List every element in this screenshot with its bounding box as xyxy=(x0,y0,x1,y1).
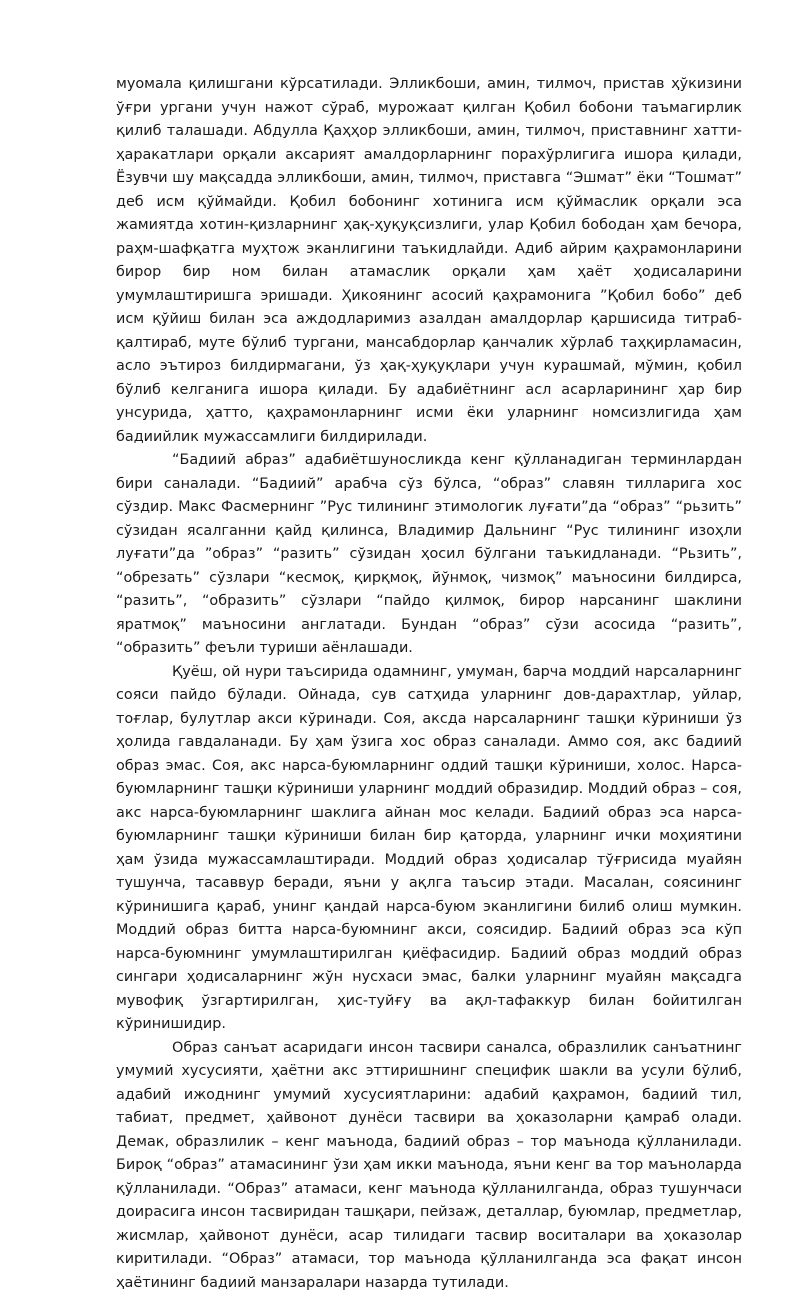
paragraph-1: муомала қилишгани кўрсатилади. Элликбоши, амин, тилмоч, пристав ҳўкизини ўғри ургани учун нажот сўраб, мурожаат қилган Қобил бобони таъмагирлик қилиб талашади. Абдулла Қаҳҳор элликбоши, амин, тилмоч, приставнинг хатти-ҳаракатлари орқали аксарият амалдорларнинг порахўрлигига ишора қилади, Ёзувчи шу мақсадда элликбоши, амин, тилмоч, приставга “Эшмат” ёки “Тошмат” деб исм қўймайди. Қобил бобонинг хотинига исм қўймаслик орқали эса жамиятда хотин-қизларнинг ҳақ-ҳуқуқсизлиги, улар Қобил бободан ҳам бечора, раҳм-шафқатга муҳтож эканлигини таъкидлайди. Адиб айрим қаҳрамонларини бирор бир ном билан атамаслик орқали ҳам ҳаёт ҳодисаларини умумлаштиришга эришади. Ҳикоянинг асосий қаҳрамонига ”Қобил бобо” деб исм қўйиш билан эса аждодларимиз азалдан амалдорлар қаршисида титраб-қалтираб, муте бўлиб тургани, мансабдорлар қанчалик хўрлаб таҳқирламасин, асло эътироз билдирмагани, ўз ҳақ-ҳуқуқлари учун курашмай, мўмин, қобил бўлиб келганига ишора қилади. Бу адабиётнинг асл асарларининг ҳар бир унсурида, ҳатто, қаҳрамонларнинг исми ёки уларнинг номсизлигида ҳам бадиийлик мужассамлиги билдирилади. xyxy=(116,73,742,449)
document-page xyxy=(116,73,742,1295)
paragraph-4: Образ санъат асаридаги инсон тасвири саналса, образлилик санъатнинг умумий хусусияти, ҳаётни акс эттиришнинг специфик шакли ва усули бўлиб, адабий ижоднинг умумий хусусиятларини: адабий қаҳрамон, бадиий тил, табиат, предмет, ҳайвонот дунёси тасвири ва ҳоказоларни қамраб олади. Демак, образлилик – кенг маънода, бадиий образ – тор маънода қўлланилади. Бироқ “образ” атамасининг ўзи ҳам икки маънода, яъни кенг ва тор маъноларда қўлланилади. “Образ” атамаси, кенг маънода қўлланилганда, образ тушунчаси доирасига инсон тасвиридан ташқари, пейзаж, деталлар, буюмлар, предметлар, жисмлар, ҳайвонот дунёси, асар тилидаги тасвир воситалари ва ҳоказолар киритилади. “Образ” атамаси, тор маънода қўлланилганда эса фақат инсон ҳаётининг бадиий манзаралари назарда тутилади. xyxy=(116,1037,742,1295)
paragraph-3: Қуёш, ой нури таъсирида одамнинг, умуман, барча моддий нарсаларнинг сояси пайдо бўлади. Ойнада, сув сатҳида уларнинг дов-дарахтлар, уйлар, тоғлар, булутлар акси кўринади. Соя, аксда нарсаларнинг ташқи кўриниши ўз ҳолида гавдаланади. Бу ҳам ўзига хос образ саналади. Аммо соя, акс бадиий образ эмас. Соя, акс нарса-буюмларнинг оддий ташқи кўриниши, холос. Нарса-буюмларнинг ташқи кўриниши уларнинг моддий образидир. Моддий образ – соя, акс нарса-буюмларнинг шаклига айнан мос келади. Бадиий образ эса нарса-буюмларнинг ташқи кўриниши билан бир қаторда, уларнинг ички моҳиятини ҳам ўзида мужассамлаштиради. Моддий образ ҳодисалар тўғрисида муайян тушунча, тасаввур беради, яъни у ақлга таъсир этади. Масалан, соясининг кўринишига қараб, унинг қандай нарса-буюм эканлигини билиб олиш мумкин. Моддий образ битта нарса-буюмнинг акси, соясидир. Бадиий образ эса кўп нарса-буюмнинг умумлаштирилган қиёфасидир. Бадиий образ моддий образ сингари ҳодисаларнинг жўн нусхаси эмас, балки уларнинг муайян мақсадга мувофиқ ўзгартирилган, ҳис-туйғу ва ақл-тафаккур билан бойитилган кўринишидир. xyxy=(116,661,742,1037)
paragraph-2: “Бадиий абраз” адабиётшуносликда кенг қўлланадиган терминлардан бири саналади. “Бадиий” арабча сўз бўлса, “образ” славян тилларига хос сўздир. Макс Фасмернинг ”Рус тилининг этимологик луғати”да “образ” “рьзить” сўзидан ясалганни қайд қилинса, Владимир Дальнинг “Рус тилининг изоҳли луғати”да ”образ” “разить” сўзидан ҳосил бўлгани таъкидланади. “Рьзить”, “обрезать” сўзлари “кесмоқ, қирқмоқ, йўнмоқ, чизмоқ” маъносини билдирса, “разить”, “образить” сўзлари “пайдо қилмоқ, бирор нарсанинг шаклини яратмоқ” маъносини англатади. Бундан “образ” сўзи асосида “разить”, “образить” феъли туриши аёнлашади. xyxy=(116,449,742,661)
